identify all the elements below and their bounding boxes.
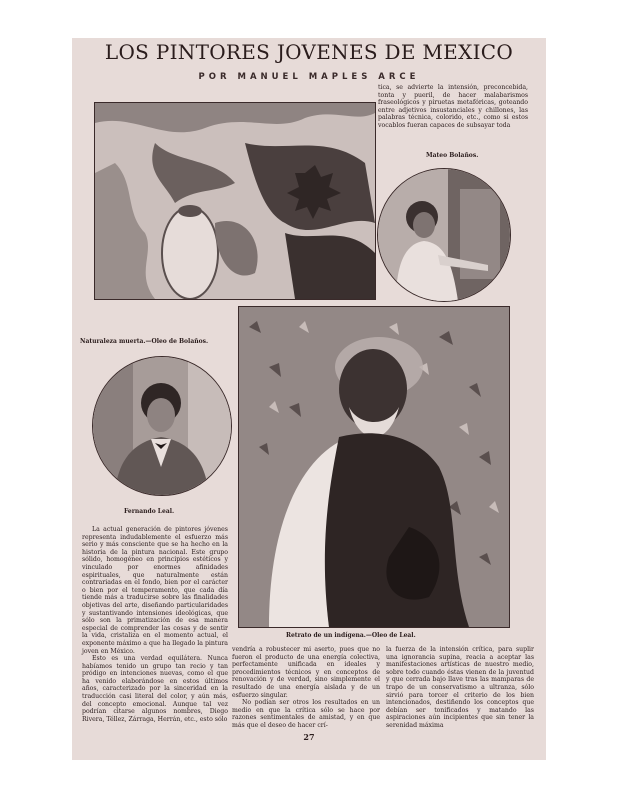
continued-text-paragraph: tica, se advierte la intensión, preconcebida, tonta y pueril, de hacer malabarismos fraseológicos y piruetas metafóricas, goteando entre adjetivos insustanciales y chillones, las palabras técnica, colorido, etc., como si estos vocablos fueran capaces de subsayar toda	[378, 84, 528, 129]
article-title: LOS PINTORES JOVENES DE MEXICO	[104, 40, 514, 64]
caption-mateo: Mateo Bolaños.	[426, 152, 479, 159]
paragraph: La actual generación de pintores jóvenes representa indudablemente el esfuerzo más serio y más consciente que se ha hecho en la historia de la pintura nacional. Este grupo sólido, homogéneo en principios estéticos y vinculado por enormes afinidades espirituales, que naturalmente están contrariadas en el fondo, bien por el carácter o bien por el temperamento, que cada día tiende más a traducirse sobre las finalidades objetivas del arte, diseñando particularidades y sustantivando intensiones ideológicas, que sólo son la primatización de esa manera especial de comprender las cosas y de sentir la vida, cristaliza en el momento actual, el exponente máximo a que ha llegado la pintura joven en México.	[82, 526, 228, 655]
magazine-page	[72, 38, 546, 760]
fernando-leal-portrait	[92, 356, 232, 496]
page-number: 27	[303, 732, 315, 742]
middle-column	[232, 646, 380, 730]
still-life-painting	[94, 102, 376, 300]
mateo-bolanos-portrait	[377, 168, 511, 302]
caption-still-life: Naturaleza muerta.—Oleo de Bolaños.	[80, 338, 209, 345]
article-byline: POR MANUEL MAPLES ARCE	[198, 72, 420, 82]
retrato-indigena-painting	[238, 306, 510, 628]
paragraph: vendría a robustecer mi aserto, pues que no fueron el producto de una energía colectiva, perfectamente unificada en ideales y procedimientos técnicos y en conceptos de renovación y de verdad, sino simplemente el resultado de una energía aislada y de un esfuerzo singular.	[232, 646, 380, 699]
caption-retrato: Retrato de un indígena.—Oleo de Leal.	[286, 632, 416, 639]
paragraph: No podían ser otros los resultados en un medio en que la crítica sólo se hace por razones sentimentales de amistad, y en que más que el deseo de hacer crí-	[232, 699, 380, 729]
paragraph: Esto es una verdad equilátera. Nunca habíamos tenido un grupo tan recio y tan pródigo en intenciones nuevas, como el que ha venido elaborándose en estos últimos años, caracterizado por la sinceridad en la traducción casi literal del color, y aún más, del concepto emocional. Aunque tal vez podrían citarse algunos nombres, Diego Rivera, Téllez, Zárraga, Herrán, etc., esto sólo	[82, 655, 228, 723]
paragraph: la fuerza de la intensión crítica, para suplir una ignorancia supina, reacia a aceptar las manifestaciones artísticas de nuestro medio, sobre todo cuando éstas vienen de la juventud y que cerrada bajo llave tras las mamparas de trapo de un conservatismo a ultranza, sólo sirvió para torcer el criterio de los bien intencionados, destiñendo los conceptos que debían ser tonificados y matando las aspiraciones aún incipientes que sin tener la serenidad máxima	[386, 646, 534, 729]
caption-fernando: Fernando Leal.	[124, 508, 175, 515]
left-column	[82, 526, 228, 723]
right-column	[386, 646, 534, 730]
continued-text-top	[378, 84, 528, 130]
